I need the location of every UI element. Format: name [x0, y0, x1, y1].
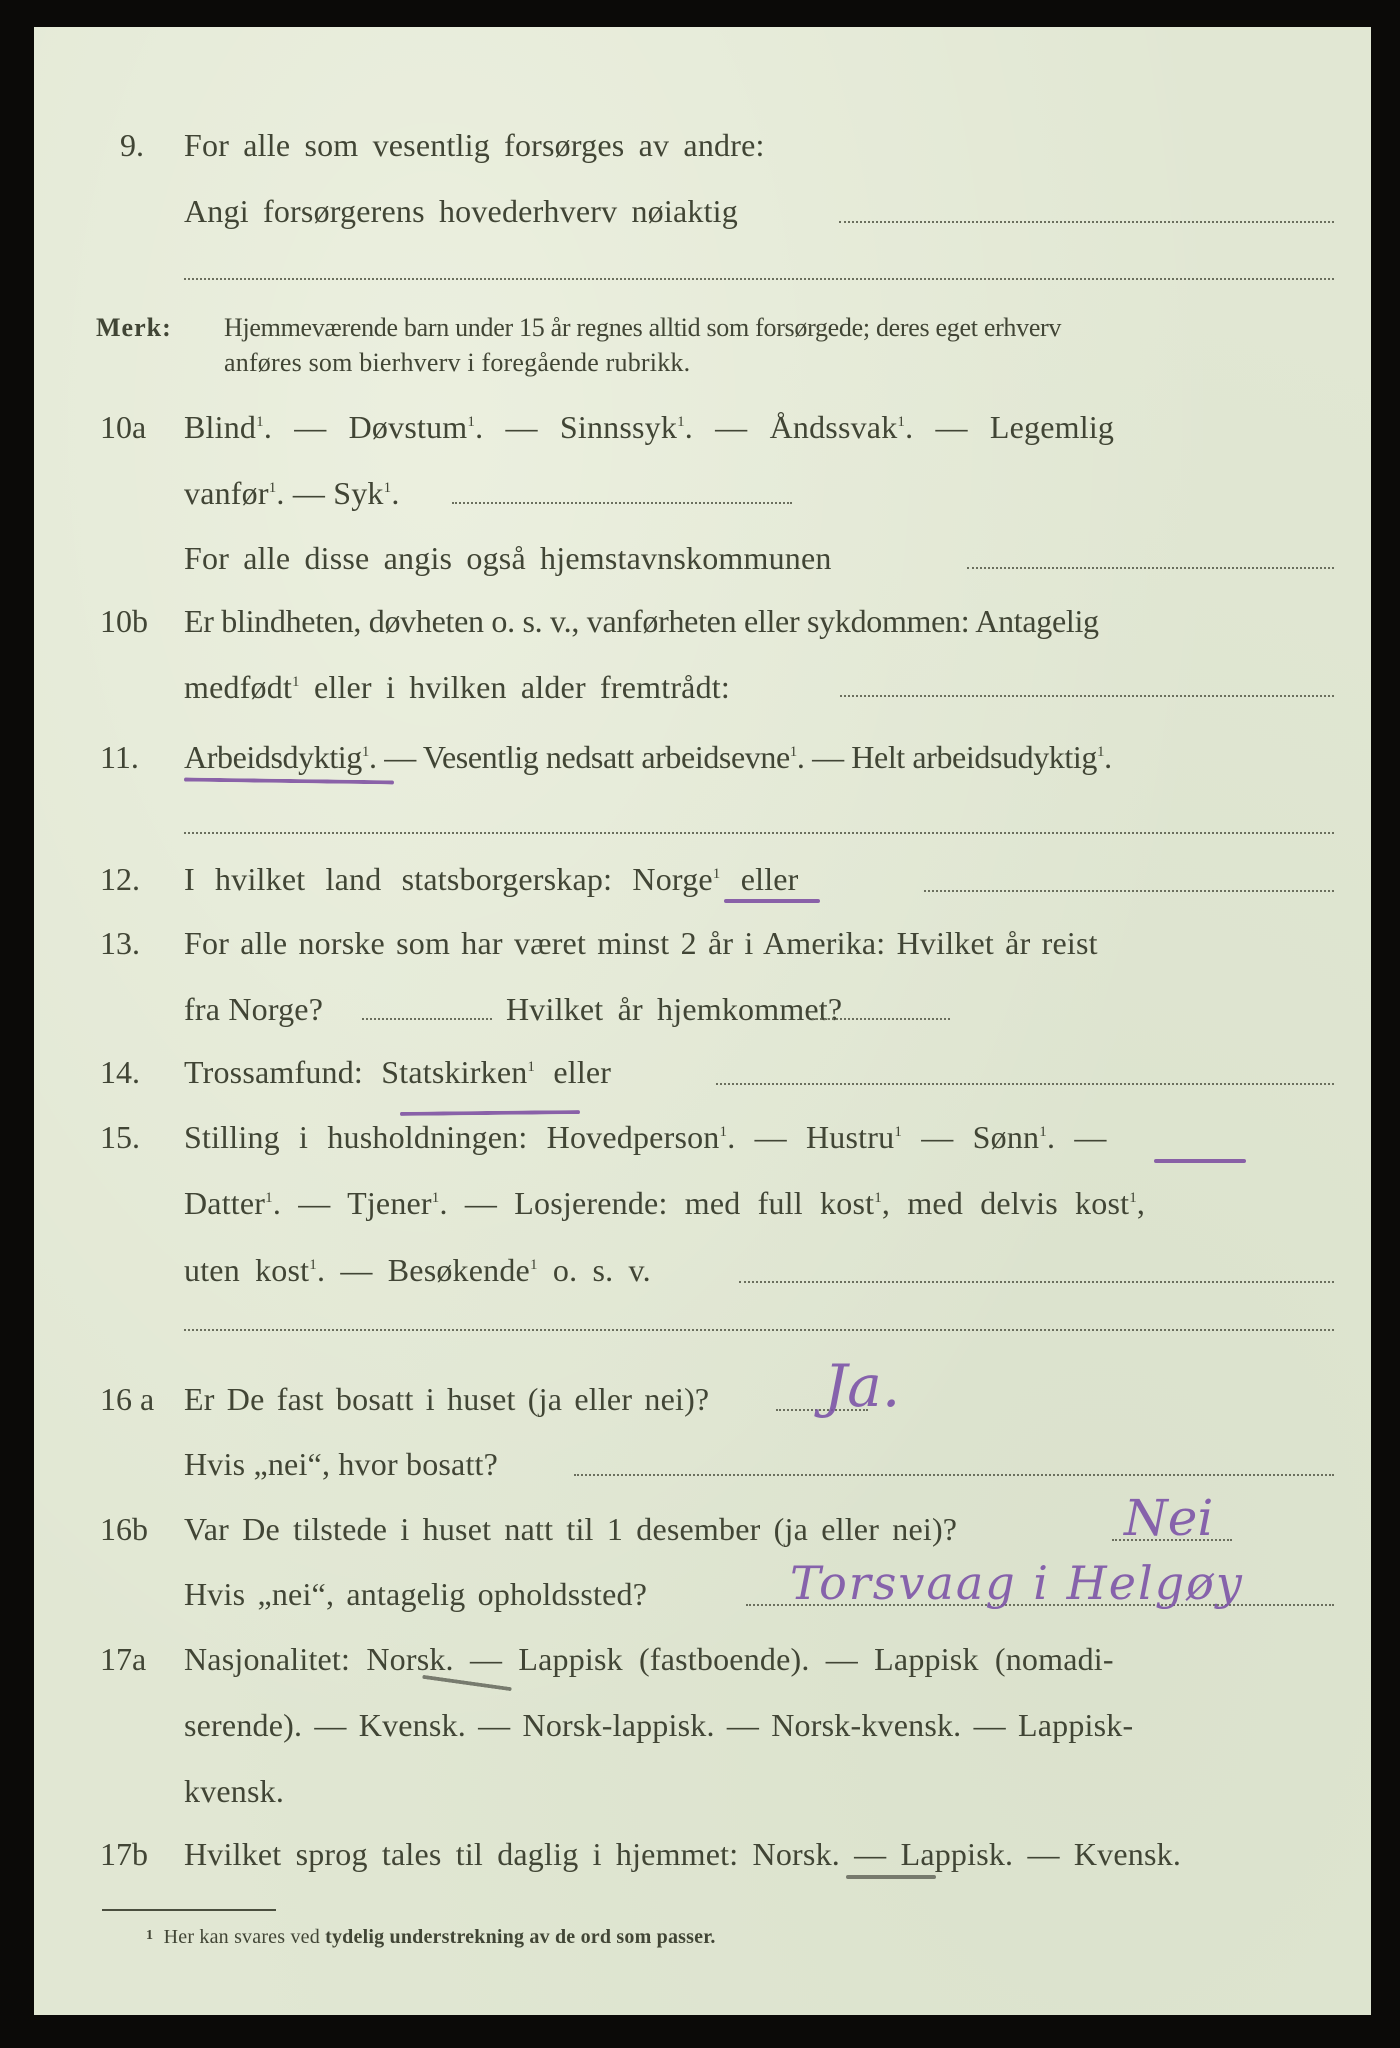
q16b-number: 16b	[100, 1511, 148, 1547]
footnote-rule	[102, 1909, 276, 1911]
q9-answer-field[interactable]	[839, 221, 1334, 223]
q16a-residence-field[interactable]	[574, 1474, 1334, 1476]
q12-underline-mark	[724, 899, 820, 903]
q10b-onset-label: medfødt$^1$ eller i hvilken alder fremtrådt:	[184, 669, 730, 705]
q10a-sick-field[interactable]	[452, 502, 792, 504]
q12-other-country-field[interactable]	[924, 890, 1334, 892]
q13-departure-year-field[interactable]	[362, 1018, 492, 1020]
q14-question: Trossamfund: Statskirken$^1$ eller	[184, 1054, 612, 1090]
q15-options-3: uten kost$^1$. — Besøkende$^1$ o. s. v.	[184, 1252, 651, 1288]
q13-number: 13.	[100, 925, 140, 961]
q15-options-1: Stilling i husholdningen: Hovedperson$^1$. — Hustru$^1$ — Sønn$^1$. —	[184, 1119, 1107, 1155]
q17b-underline-mark	[846, 1875, 936, 1879]
q16a-residence-label: Hvis „nei“, hvor bosatt?	[184, 1446, 499, 1482]
q14-number: 14.	[100, 1054, 140, 1090]
q15-underline-mark	[1154, 1159, 1246, 1163]
q11-number: 11.	[100, 739, 139, 775]
q11-answer-field[interactable]	[184, 832, 1334, 834]
q10a-number: 10a	[100, 409, 147, 445]
q16b-question: Var De tilstede i huset natt til 1 desember (ja eller nei)?	[184, 1511, 958, 1547]
q11-option-arbeidsdyktig[interactable]: Arbeidsdyktig	[184, 739, 362, 775]
q9-question: For alle som vesentlig forsørges av andre:	[184, 127, 765, 163]
q15-other-field-2[interactable]	[184, 1329, 1334, 1331]
q10b-question: Er blindheten, døvheten o. s. v., vanførheten eller sykdommen: Antagelig	[184, 603, 1099, 639]
q15-number: 15.	[100, 1119, 140, 1155]
q17b-number: 17b	[100, 1836, 148, 1872]
q17a-options-2: serende). — Kvensk. — Norsk-lappisk. — Norsk-kvensk. — Lappisk-	[184, 1707, 1134, 1743]
q15-option-sonn[interactable]: Sønn	[972, 1119, 1040, 1155]
q17b-option-norsk[interactable]: Norsk.	[752, 1836, 840, 1872]
footnote: $^1$ Her kan svares ved tydelig understrekning av de ord som passer.	[146, 1926, 716, 1948]
q16a-handwritten-answer: Ja.	[824, 1352, 901, 1420]
q15-options-2: Datter$^1$. — Tjener$^1$. — Losjerende: med full kost$^1$, med delvis kost$^1$,	[184, 1185, 1146, 1221]
q13-question: For alle norske som har været minst 2 år i Amerika: Hvilket år reist	[184, 925, 1098, 961]
q16a-question: Er De fast bosatt i huset (ja eller nei)?	[184, 1381, 710, 1417]
q16b-handwritten-answer: Nei	[1124, 1489, 1214, 1547]
q12-number: 12.	[100, 861, 140, 897]
q16b-location-label: Hvis „nei“, antagelig opholdssted?	[184, 1576, 648, 1612]
q16a-number: 16 a	[100, 1381, 155, 1417]
q16b-handwritten-place: Torsvaag i Helgøy	[790, 1556, 1244, 1610]
q10a-options-2: vanfør$^1$. — Syk$^1$.	[184, 475, 400, 511]
q17a-underline-mark	[422, 1675, 512, 1691]
q11-underline-mark	[184, 778, 394, 785]
q13-return-label: Hvilket år hjemkommet?	[506, 991, 843, 1027]
q13-return-year-field[interactable]	[812, 1018, 950, 1020]
merk-text-1: Hjemmeværende barn under 15 år regnes alltid som forsørgede; deres eget erhverv	[224, 313, 1062, 342]
q10a-hometown-field[interactable]	[967, 567, 1334, 569]
q17a-number: 17a	[100, 1641, 147, 1677]
merk-text-2: anføres som bierhverv i foregående rubrikk.	[224, 348, 691, 377]
q10b-onset-field[interactable]	[840, 695, 1334, 697]
census-form-page	[34, 27, 1371, 2015]
q12-question: I hvilket land statsborgerskap: Norge$^1$ eller	[184, 861, 799, 897]
q9-number: 9.	[120, 127, 144, 163]
q10a-options: Blind$^1$. — Døvstum$^1$. — Sinnssyk$^1$. — Åndssvak$^1$. — Legemlig	[184, 409, 1115, 445]
q14-other-faith-field[interactable]	[716, 1083, 1334, 1085]
q9-instruction: Angi forsørgerens hovederhverv nøiaktig	[184, 193, 738, 229]
q14-option-statskirken[interactable]: Statskirken	[381, 1054, 528, 1090]
q10a-hometown-label: For alle disse angis også hjemstavnskommunen	[184, 540, 832, 576]
merk-label: Merk:	[96, 313, 172, 342]
q17a-options-3: kvensk.	[184, 1773, 285, 1809]
q9-answer-field-2[interactable]	[184, 278, 1334, 280]
q10b-number: 10b	[100, 603, 148, 639]
q12-option-norge[interactable]: Norge	[632, 861, 713, 897]
q11-options: Arbeidsdyktig$^1$. — Vesentlig nedsatt arbeidsevne$^1$. — Helt arbeidsudyktig$^1$.	[184, 739, 1112, 775]
q17a-options-1: Nasjonalitet: Norsk. — Lappisk (fastboende). — Lappisk (nomadi-	[184, 1641, 1114, 1677]
q17a-option-norsk[interactable]: Norsk.	[366, 1641, 454, 1677]
q13-departure-label: fra Norge?	[184, 991, 324, 1027]
q14-underline-mark	[400, 1110, 580, 1116]
q17b-question: Hvilket sprog tales til daglig i hjemmet: Norsk. — Lappisk. — Kvensk.	[184, 1836, 1182, 1872]
q15-other-field[interactable]	[739, 1281, 1334, 1283]
